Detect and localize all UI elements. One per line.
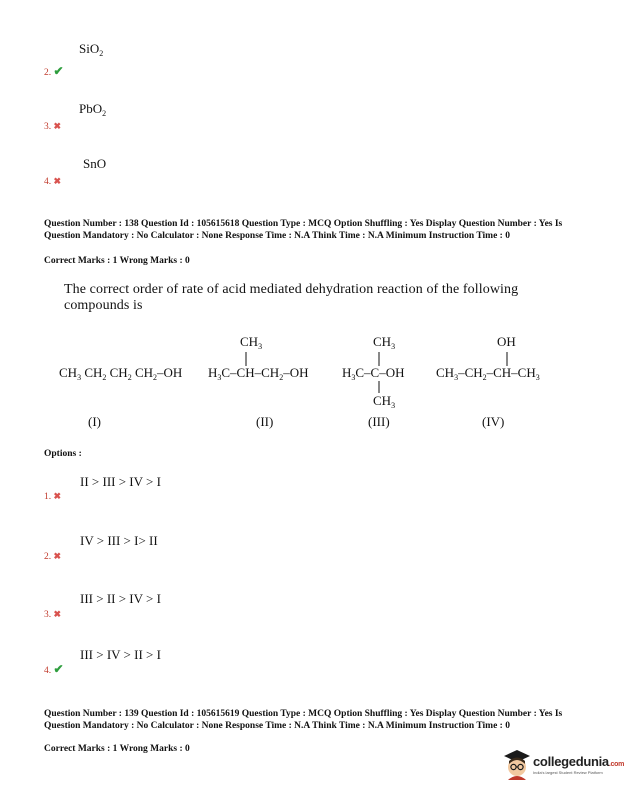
prev-option-2-text: PbO$_2$ — [79, 101, 107, 118]
prev-option-3-text: SnO — [83, 156, 107, 171]
svg-text:H3C–CH–CH2–OH: $H_3C-CH-CH_2-OH$ — [208, 365, 309, 382]
question-138-meta: Question Number : 138 Question Id : 105615618 Question Type : MCQ Option Shuffling : Yes Display Question Number : Yes Is Question Mandatory : No Calculator : None Response Time : N.A Think Time : N.A Minimum Instruction Time : 0 — [44, 219, 563, 241]
svg-text:CH3: $CH_3$ — [373, 393, 396, 410]
option-3-text: III > II > IV > I — [80, 591, 161, 606]
svg-text:CH3: $CH_3$ — [373, 334, 396, 351]
compound-structures — [55, 330, 565, 410]
question-138-text: The correct order of rate of acid mediated dehydration reaction of the following compounds is — [64, 282, 519, 313]
prev-option-1-number: 2. ✔ — [44, 64, 64, 78]
cross-icon: ✖ — [53, 491, 62, 501]
cross-icon: ✖ — [53, 551, 62, 561]
cross-icon: ✖ — [53, 176, 62, 186]
option-2-text: IV > III > I> II — [80, 533, 158, 548]
prev-option-3-number: 4. ✖ — [44, 176, 62, 187]
option-1-number: 1. ✖ — [44, 491, 62, 502]
compound-label-i: (I) — [88, 414, 101, 429]
cross-icon: ✖ — [53, 609, 62, 619]
option-1-text: II > III > IV > I — [80, 474, 161, 489]
compound-iii-structure — [342, 334, 405, 410]
compound-label-iii: (III) — [368, 414, 390, 429]
question-139-meta: Question Number : 139 Question Id : 105615619 Question Type : MCQ Option Shuffling : Yes Display Question Number : Yes Is Question Mandatory : No Calculator : None Response Time : N.A Think Time : N.A Minimum Instruction Time : 0 — [44, 709, 563, 731]
check-icon: ✔ — [53, 64, 64, 78]
compound-label-ii: (II) — [256, 414, 274, 429]
compound-label-iv: (IV) — [482, 414, 505, 429]
option-4-text: III > IV > II > I — [80, 647, 161, 662]
option-2-number: 2. ✖ — [44, 551, 62, 562]
prev-option-2-number: 3. ✖ — [44, 121, 62, 132]
svg-text:CH3 CH2 CH2 CH2–OH: $CH_3$ $CH_2$ $CH_2$ $CH_2-OH$ — [59, 365, 183, 382]
collegedunia-logo: collegedunia.com India's largest Student Review Platform — [502, 748, 607, 782]
compound-ii-structure — [208, 334, 308, 382]
question-139-marks: Correct Marks : 1 Wrong Marks : 0 — [44, 744, 190, 754]
svg-text:CH3: $CH_3$ — [240, 334, 263, 351]
options-heading: Options : — [44, 449, 82, 459]
cross-icon: ✖ — [53, 121, 62, 131]
option-3-number: 3. ✖ — [44, 609, 62, 620]
check-icon: ✔ — [53, 662, 64, 676]
compound-iv-structure — [436, 334, 540, 382]
compound-i-structure — [59, 365, 182, 382]
svg-text:CH3–CH2–CH–CH3: $CH_3-CH_2-CH-CH_3$ — [436, 365, 540, 382]
prev-option-1-text: SiO$_2$ — [79, 41, 104, 58]
svg-text:H3C–C–OH: $H_3C-C-OH$ — [342, 365, 405, 382]
graduate-avatar-icon — [502, 748, 532, 780]
svg-text:OH: OH — [497, 334, 516, 349]
question-138-marks: Correct Marks : 1 Wrong Marks : 0 — [44, 256, 190, 266]
option-4-number: 4. ✔ — [44, 662, 64, 676]
